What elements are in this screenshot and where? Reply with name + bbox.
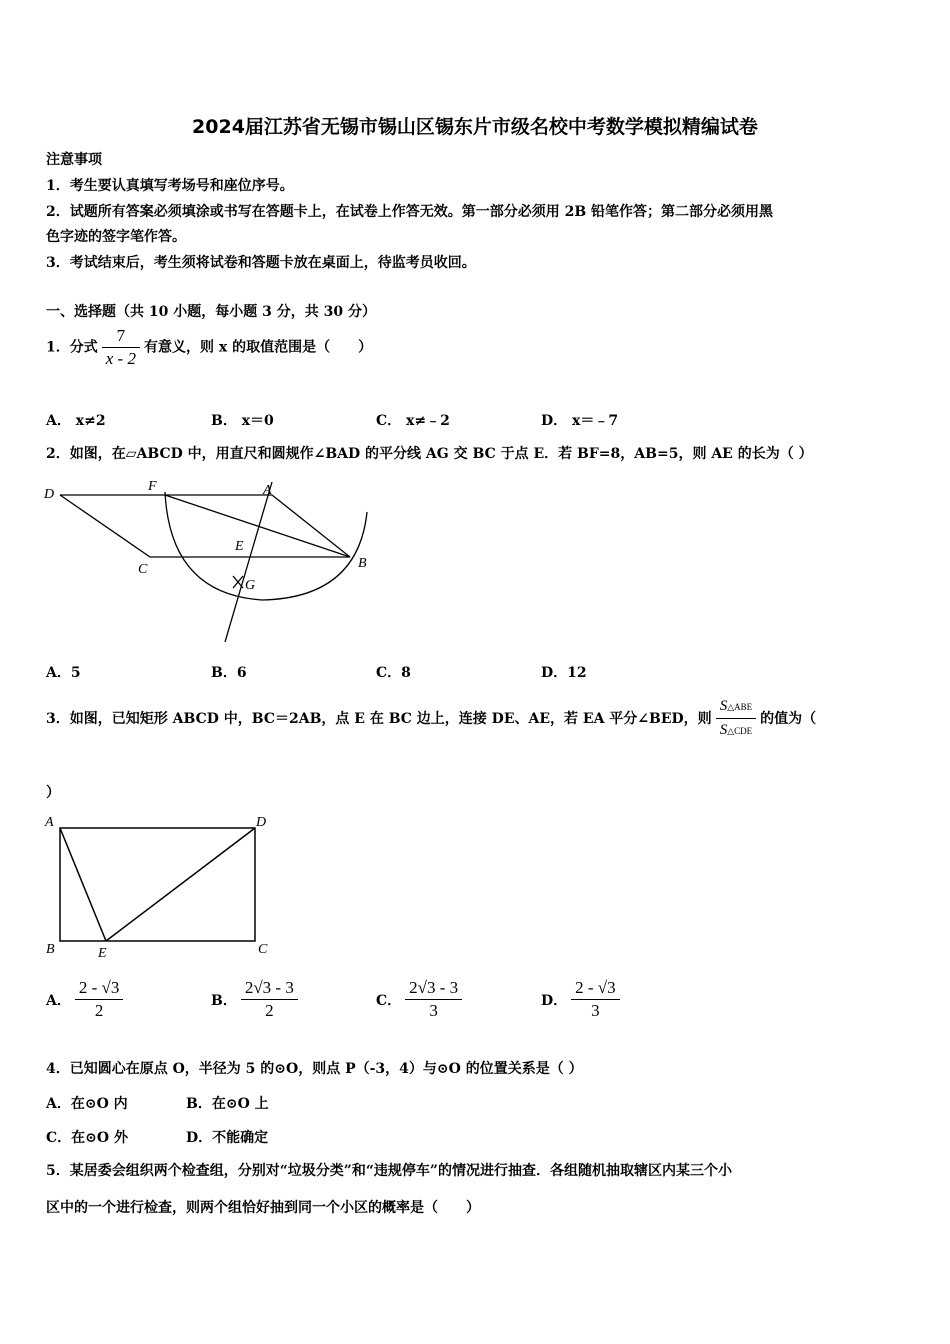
q3-ratio-den-s: S	[719, 722, 728, 738]
notice-item-2: 2．试题所有答案必须填涂或书写在答题卡上，在试卷上作答无效。第一部分必须用 2B 铅笔作答；第二部分必须用黑	[46, 204, 774, 220]
q3-ratio-den-sub: △CDE	[727, 726, 753, 736]
q3-option-d-label: D．	[541, 992, 568, 1009]
q3-option-a-label: A．	[46, 992, 71, 1009]
q3-ratio-num-s: S	[719, 698, 728, 714]
q3-label-d: D	[256, 815, 267, 830]
q3-area-ratio	[716, 696, 756, 741]
q3-option-a-num: 2 - √3	[75, 978, 124, 1000]
q3-label-e: E	[98, 946, 107, 960]
q3-line-ed	[106, 828, 255, 941]
q3-option-d-num: 2 - √3	[571, 978, 620, 1000]
q2-option-b: B．6	[211, 665, 247, 681]
q2-label-f: F	[148, 479, 157, 494]
q2-label-a: A	[263, 483, 272, 498]
q2-option-d: D．12	[541, 665, 587, 681]
q4-option-b: B．在⊙O 上	[186, 1096, 269, 1112]
q3-figure	[40, 810, 280, 960]
q3-ratio-num-sub: △ABE	[727, 702, 753, 712]
q1-option-d: D． x＝﹣7	[541, 413, 619, 429]
q3-suffix: 的值为（	[760, 710, 817, 727]
page-title: 2024届江苏省无锡市锡山区锡东片市级名校中考数学模拟精编试卷	[192, 116, 758, 138]
q3-option-d	[541, 978, 624, 1021]
q2-label-b: B	[358, 556, 367, 571]
q2-line-ag	[225, 482, 272, 642]
q3-option-b-num: 2√3 - 3	[241, 978, 298, 1000]
q3-ratio-num	[716, 696, 756, 719]
question-2: 2．如图，在▱ABCD 中，用直尺和圆规作∠BAD 的平分线 AG 交 BC 于点 E．若 BF=8，AB=5，则 AE 的长为（ ）	[46, 446, 813, 462]
q3-option-d-frac	[571, 978, 620, 1021]
q3-option-b-label: B．	[211, 992, 237, 1009]
q1-suffix: 有意义，则 x 的取值范围是（ ）	[143, 339, 373, 356]
q2-option-c: C．8	[376, 665, 411, 681]
q4-option-c: C．在⊙O 外	[46, 1130, 128, 1146]
q3-ratio-den	[716, 719, 756, 741]
q3-rectangle	[60, 828, 255, 941]
question-5-cont: 区中的一个进行检查，则两个组恰好抽到同一个小区的概率是（ ）	[46, 1200, 480, 1216]
q1-numerator: 7	[102, 326, 140, 348]
q2-label-g: G	[245, 578, 256, 593]
q3-stem: 3．如图，已知矩形 ABCD 中，BC＝2AB，点 E 在 BC 边上，连接 DE、AE，若 EA 平分∠BED，则	[46, 710, 712, 727]
q4-option-a: A．在⊙O 内	[46, 1096, 128, 1112]
question-3	[46, 696, 816, 741]
q1-option-a: A． x≠2	[46, 413, 106, 429]
question-4: 4．已知圆心在原点 O，半径为 5 的⊙O，则点 P（-3，4）与⊙O 的位置关系是（ ）	[46, 1061, 583, 1077]
q2-line-dc	[60, 495, 150, 557]
q3-option-b	[211, 978, 302, 1021]
question-5: 5．某居委会组织两个检查组，分别对“垃圾分类”和“违规停车”的情况进行抽查．各组随机抽取辖区内某三个小	[46, 1163, 732, 1179]
q1-option-b: B． x＝0	[211, 413, 274, 429]
q1-option-c: C． x≠﹣2	[376, 413, 450, 429]
q2-figure	[40, 472, 380, 650]
section-heading: 一、选择题（共 10 小题，每小题 3 分，共 30 分）	[46, 304, 376, 320]
q3-option-c-frac	[405, 978, 462, 1021]
q1-fraction	[102, 326, 140, 369]
q1-denominator: x - 2	[105, 349, 136, 368]
q3-option-c-den: 3	[429, 1001, 438, 1020]
q3-close: ）	[46, 785, 60, 801]
q2-label-d: D	[44, 487, 55, 502]
q3-option-a	[46, 978, 127, 1021]
q3-label-b: B	[46, 942, 55, 957]
q3-option-b-frac	[241, 978, 298, 1021]
q3-option-b-den: 2	[265, 1001, 274, 1020]
q3-option-a-den: 2	[94, 1001, 104, 1020]
q3-option-c-num: 2√3 - 3	[405, 978, 462, 1000]
q3-label-a: A	[45, 815, 54, 830]
notice-item-3: 3．考试结束后，考生须将试卷和答题卡放在桌面上，待监考员收回。	[46, 255, 476, 271]
q2-label-e: E	[235, 539, 244, 554]
q1-prefix: 1．分式	[46, 339, 98, 356]
q3-label-c: C	[258, 942, 268, 957]
q2-label-c: C	[138, 562, 148, 577]
q3-option-d-den: 3	[591, 1001, 600, 1020]
notice-item-1: 1．考生要认真填写考场号和座位序号。	[46, 178, 294, 194]
q3-line-ae	[60, 828, 106, 941]
q3-option-a-frac	[75, 978, 124, 1021]
question-1	[46, 326, 372, 369]
q3-option-c	[376, 978, 466, 1021]
notice-heading: 注意事项	[46, 152, 102, 168]
notice-item-2-cont: 色字迹的签字笔作答。	[46, 229, 186, 245]
q3-option-c-label: C．	[376, 992, 402, 1009]
q2-line-fb	[165, 495, 350, 557]
q4-option-d: D．不能确定	[186, 1130, 269, 1146]
q2-line-ab	[272, 495, 350, 557]
q2-option-a: A．5	[46, 665, 81, 681]
